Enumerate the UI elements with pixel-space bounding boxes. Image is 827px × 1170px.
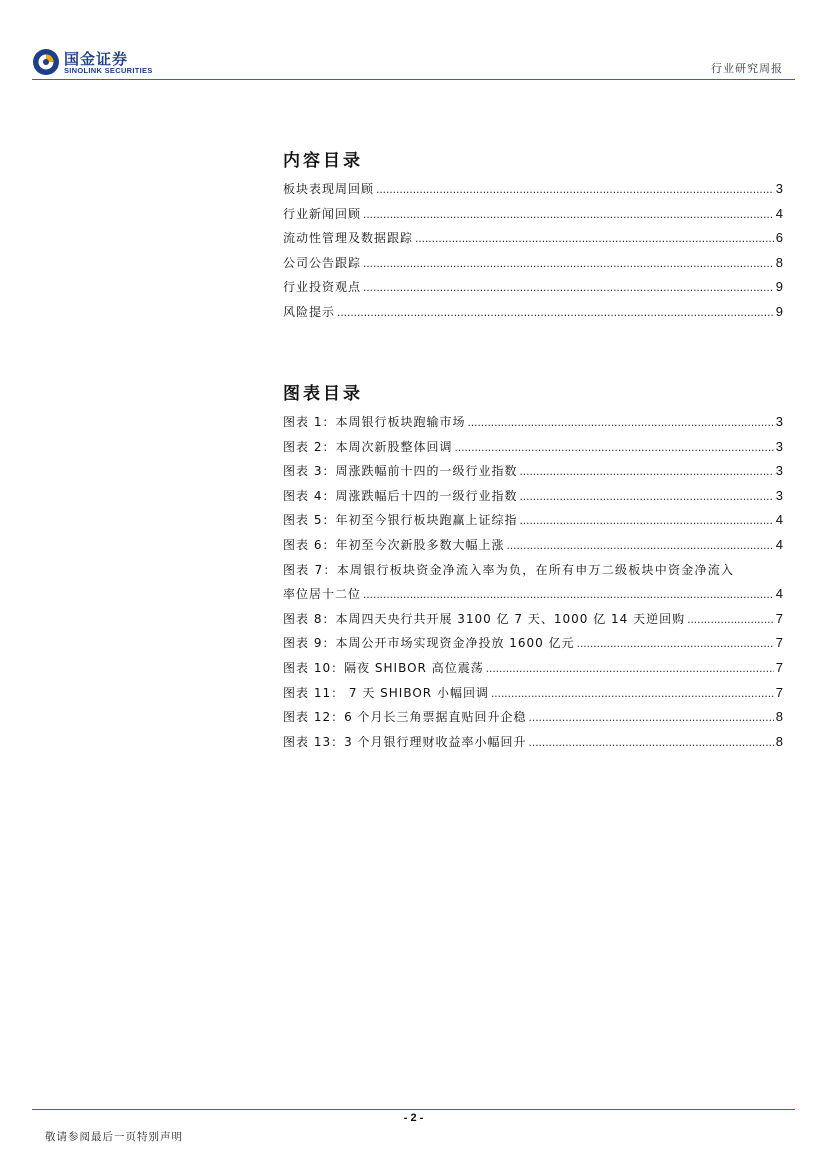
figure-entry-label: 图表 9：本周公开市场实现资金净投放 1600 亿元 bbox=[283, 636, 575, 651]
toc-entry[interactable] bbox=[283, 205, 783, 230]
toc-entry-page: 4 bbox=[775, 205, 783, 221]
figure-entry-page: 7 bbox=[775, 684, 783, 700]
dot-leader bbox=[337, 305, 774, 319]
toc-entry-label: 公司公告跟踪 bbox=[283, 255, 362, 270]
figure-entry-label-line2: 率位居十二位 bbox=[283, 587, 362, 602]
toc-entry-page: 9 bbox=[775, 279, 783, 295]
figures-list bbox=[283, 413, 783, 757]
figure-entry[interactable] bbox=[283, 536, 783, 561]
toc-entry[interactable] bbox=[283, 180, 783, 205]
figure-entry-page: 4 bbox=[775, 536, 783, 552]
dot-leader bbox=[363, 587, 774, 601]
figure-entry-label: 图表 3：周涨跌幅前十四的一级行业指数 bbox=[283, 464, 518, 479]
dot-leader bbox=[467, 415, 773, 429]
figure-entry[interactable] bbox=[283, 659, 783, 684]
figure-entry[interactable] bbox=[283, 511, 783, 536]
contents-section bbox=[283, 150, 783, 328]
figure-entry[interactable] bbox=[283, 487, 783, 512]
dot-leader bbox=[376, 182, 774, 196]
figure-entry-label: 图表 4：周涨跌幅后十四的一级行业指数 bbox=[283, 488, 518, 503]
page-number: - 2 - bbox=[403, 1112, 424, 1124]
page-header bbox=[0, 0, 827, 80]
toc-entry-page: 6 bbox=[775, 230, 783, 246]
dot-leader bbox=[454, 440, 773, 454]
contents-title: 内容目录 bbox=[283, 151, 363, 171]
figure-entry-page: 3 bbox=[775, 414, 783, 429]
dot-leader bbox=[363, 280, 774, 294]
toc-entry-label: 流动性管理及数据跟踪 bbox=[283, 231, 414, 246]
contents-list bbox=[283, 180, 783, 328]
toc-entry-label: 风险提示 bbox=[283, 304, 336, 319]
figure-entry-label: 图表 11： 7 天 SHIBOR 小幅回调 bbox=[283, 685, 489, 700]
toc-entry-label: 板块表现周回顾 bbox=[283, 182, 375, 196]
figure-entry[interactable] bbox=[283, 684, 783, 709]
figure-entry-page: 3 bbox=[775, 438, 783, 454]
dot-leader bbox=[486, 661, 774, 675]
figure-entry[interactable] bbox=[283, 634, 783, 659]
dot-leader bbox=[363, 207, 774, 221]
dot-leader bbox=[519, 464, 773, 478]
figure-entry-page: 7 bbox=[775, 635, 783, 651]
dot-leader bbox=[415, 231, 774, 245]
dot-leader bbox=[577, 636, 774, 650]
figure-entry[interactable] bbox=[283, 462, 783, 487]
figure-entry[interactable] bbox=[283, 708, 783, 733]
figure-entry-line2 bbox=[283, 585, 783, 610]
figure-entry-page: 3 bbox=[775, 487, 783, 503]
figure-entry[interactable] bbox=[283, 413, 783, 438]
figure-entry-label: 图表 10：隔夜 SHIBOR 高位震荡 bbox=[283, 660, 484, 675]
figure-entry-page: 3 bbox=[775, 463, 783, 479]
toc-entry-page: 9 bbox=[775, 303, 783, 319]
figure-entry-label-line1: 图表 7：本周银行板块资金净流入率为负，在所有申万二级板块中资金净流入 bbox=[283, 562, 735, 577]
figure-entry[interactable] bbox=[283, 438, 783, 463]
figure-entry-label: 图表 8：本周四天央行共开展 3100 亿 7 天、1000 亿 14 天逆回购 bbox=[283, 611, 686, 626]
figure-entry-page: 7 bbox=[775, 659, 783, 675]
figure-entry[interactable] bbox=[283, 610, 783, 635]
dot-leader bbox=[687, 612, 774, 626]
dot-leader bbox=[363, 256, 774, 270]
figure-entry-page: 8 bbox=[775, 733, 783, 749]
sinolink-logo-icon bbox=[32, 48, 60, 76]
figure-entry-label: 图表 6：年初至今次新股多数大幅上涨 bbox=[283, 537, 505, 552]
dot-leader bbox=[519, 489, 773, 503]
dot-leader bbox=[519, 513, 773, 527]
figure-entry[interactable] bbox=[283, 733, 783, 758]
figure-entry-label: 图表 13：3 个月银行理财收益率小幅回升 bbox=[283, 734, 527, 749]
dot-leader bbox=[529, 735, 774, 749]
figure-entry-label: 图表 5：年初至今银行板块跑赢上证综指 bbox=[283, 513, 518, 528]
logo-chinese-name: 国金证券 bbox=[64, 50, 129, 68]
footer-divider bbox=[32, 1109, 795, 1110]
logo-english-name: SINOLINK SECURITIES bbox=[64, 66, 153, 75]
toc-entry[interactable] bbox=[283, 229, 783, 254]
report-type: 行业研究周报 bbox=[711, 62, 783, 75]
figure-entry-page: 4 bbox=[775, 586, 783, 602]
toc-entry[interactable] bbox=[283, 254, 783, 279]
dot-leader bbox=[491, 686, 774, 700]
figures-section bbox=[283, 383, 783, 757]
toc-entry[interactable] bbox=[283, 303, 783, 328]
figure-entry-label: 图表 1：本周银行板块跑输市场 bbox=[283, 415, 466, 429]
figure-entry-multiline[interactable] bbox=[283, 561, 783, 610]
dot-leader bbox=[529, 710, 774, 724]
dot-leader bbox=[506, 538, 773, 552]
toc-entry-label: 行业新闻回顾 bbox=[283, 206, 362, 221]
figure-entry-page: 7 bbox=[775, 610, 783, 626]
figure-entry-page: 8 bbox=[775, 709, 783, 725]
figure-entry-page: 4 bbox=[775, 512, 783, 528]
header-divider bbox=[32, 79, 795, 80]
figures-title: 图表目录 bbox=[283, 384, 363, 404]
toc-entry-label: 行业投资观点 bbox=[283, 280, 362, 295]
company-logo bbox=[32, 48, 172, 78]
toc-entry[interactable] bbox=[283, 278, 783, 303]
figure-entry-label: 图表 2：本周次新股整体回调 bbox=[283, 439, 453, 454]
figure-entry-label: 图表 12：6 个月长三角票据直贴回升企稳 bbox=[283, 710, 527, 725]
toc-entry-page: 3 bbox=[775, 181, 783, 196]
toc-entry-page: 8 bbox=[775, 254, 783, 270]
disclaimer-note: 敬请参阅最后一页特别声明 bbox=[45, 1131, 183, 1143]
